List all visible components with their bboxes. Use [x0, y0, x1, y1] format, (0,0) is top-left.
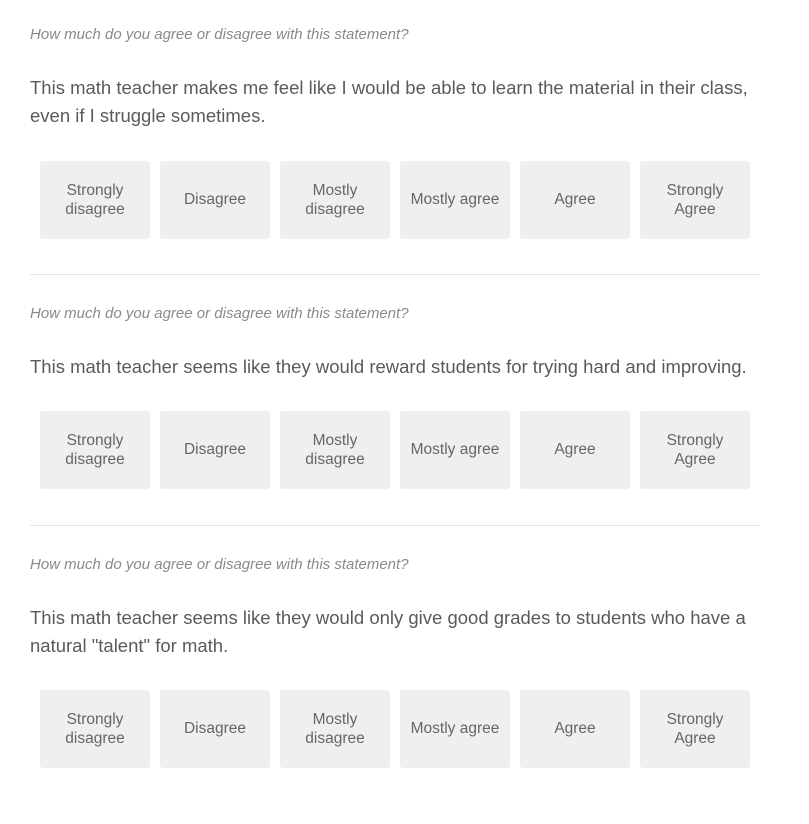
likert-options — [40, 690, 750, 768]
option-mostly-disagree[interactable]: Mostly disagree — [280, 161, 390, 239]
question-divider — [30, 274, 760, 275]
option-disagree[interactable]: Disagree — [160, 690, 270, 768]
option-agree[interactable]: Agree — [520, 690, 630, 768]
option-mostly-disagree[interactable]: Mostly disagree — [280, 690, 390, 768]
option-mostly-agree[interactable]: Mostly agree — [400, 411, 510, 489]
likert-options — [40, 161, 750, 239]
likert-options — [40, 411, 750, 489]
option-strongly-agree[interactable]: Strongly Agree — [640, 690, 750, 768]
option-strongly-agree[interactable]: Strongly Agree — [640, 411, 750, 489]
option-mostly-agree[interactable]: Mostly agree — [400, 690, 510, 768]
question-statement: This math teacher makes me feel like I would be able to learn the material in their class, even if I struggle sometimes. — [30, 77, 748, 126]
option-strongly-disagree[interactable]: Strongly disagree — [40, 690, 150, 768]
option-strongly-disagree[interactable]: Strongly disagree — [40, 161, 150, 239]
option-mostly-disagree[interactable]: Mostly disagree — [280, 411, 390, 489]
question-divider — [30, 525, 760, 526]
option-disagree[interactable]: Disagree — [160, 161, 270, 239]
question-prompt: How much do you agree or disagree with this statement? — [30, 305, 409, 322]
question-statement: This math teacher seems like they would only give good grades to students who have a natural "talent" for math. — [30, 607, 746, 656]
option-strongly-agree[interactable]: Strongly Agree — [640, 161, 750, 239]
option-agree[interactable]: Agree — [520, 161, 630, 239]
option-mostly-agree[interactable]: Mostly agree — [400, 161, 510, 239]
question-prompt: How much do you agree or disagree with this statement? — [30, 26, 409, 43]
question-prompt: How much do you agree or disagree with this statement? — [30, 556, 409, 573]
question-statement: This math teacher seems like they would reward students for trying hard and improving. — [30, 356, 747, 377]
option-strongly-disagree[interactable]: Strongly disagree — [40, 411, 150, 489]
option-disagree[interactable]: Disagree — [160, 411, 270, 489]
option-agree[interactable]: Agree — [520, 411, 630, 489]
